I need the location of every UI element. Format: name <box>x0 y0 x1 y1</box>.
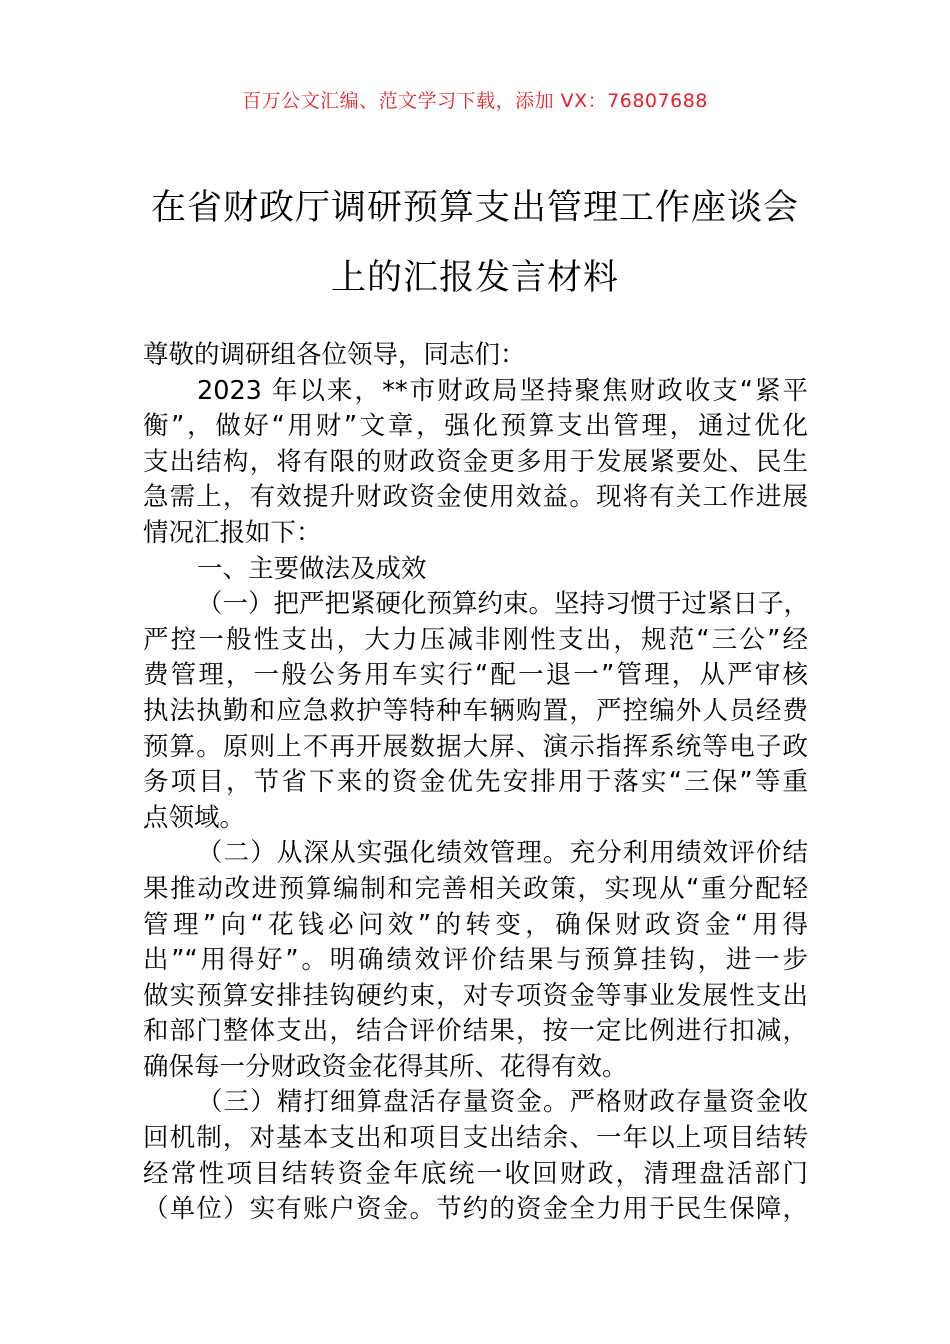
body-line: 支出结构，将有限的财政资金更多用于发展紧要处、民生 <box>143 446 808 477</box>
body-line: 确保每一分财政资金花得其所、花得有效。 <box>143 1051 628 1082</box>
section-heading: 一、主要做法及成效 <box>197 553 427 584</box>
body-line: 出”“用得好”。明确绩效评价结果与预算挂钩，进一步 <box>143 945 808 976</box>
body-line: 点领域。 <box>143 802 246 833</box>
body-line: 务项目，节省下来的资金优先安排用于落实“三保”等重 <box>143 767 808 798</box>
document-title-line-1: 在省财政厅调研预算支出管理工作座谈会 <box>150 188 799 228</box>
body-line: 2023 年以来，**市财政局坚持聚焦财政收支“紧平 <box>197 375 808 406</box>
body-line: 执法执勤和应急救护等特种车辆购置，严控编外人员经费 <box>143 695 808 726</box>
body-line: （一）把严把紧硬化预算约束。坚持习惯于过紧日子， <box>197 589 810 620</box>
body-line: （二）从深从实强化绩效管理。充分利用绩效评价结 <box>197 838 808 869</box>
body-line: 情况汇报如下： <box>143 517 322 548</box>
body-line: 费管理，一般公务用车实行“配一退一”管理，从严审核 <box>143 660 808 691</box>
body-line: 严控一般性支出，大力压减非刚性支出，规范“三公”经 <box>143 624 808 655</box>
body-line: （单位）实有账户资金。节约的资金全力用于民生保障， <box>143 1194 808 1225</box>
salutation: 尊敬的调研组各位领导，同志们： <box>143 340 526 370</box>
body-line: 做实预算安排挂钩硬约束，对专项资金等事业发展性支出 <box>143 980 808 1011</box>
document-body <box>143 338 808 1228</box>
body-line: 管理”向“花钱必问效”的转变，确保财政资金“用得 <box>143 909 808 940</box>
download-notice: 百万公文汇编、范文学习下载，添加 VX：76807688 <box>242 90 708 112</box>
body-line: 衡”，做好“用财”文章，强化预算支出管理，通过优化 <box>143 411 808 442</box>
body-line: 急需上，有效提升财政资金使用效益。现将有关工作进展 <box>143 482 808 513</box>
body-line: 预算。原则上不再开展数据大屏、演示指挥系统等电子政 <box>143 731 808 762</box>
body-line: 果推动改进预算编制和完善相关政策，实现从“重分配轻 <box>143 873 808 904</box>
document-title-line-2: 上的汇报发言材料 <box>330 258 619 298</box>
body-line: （三）精打细算盘活存量资金。严格财政存量资金收 <box>197 1087 808 1118</box>
body-line: 经常性项目结转资金年底统一收回财政，清理盘活部门 <box>143 1158 808 1189</box>
body-line: 和部门整体支出，结合评价结果，按一定比例进行扣减， <box>143 1016 808 1047</box>
body-line: 回机制，对基本支出和项目支出结余、一年以上项目结转 <box>143 1123 808 1154</box>
